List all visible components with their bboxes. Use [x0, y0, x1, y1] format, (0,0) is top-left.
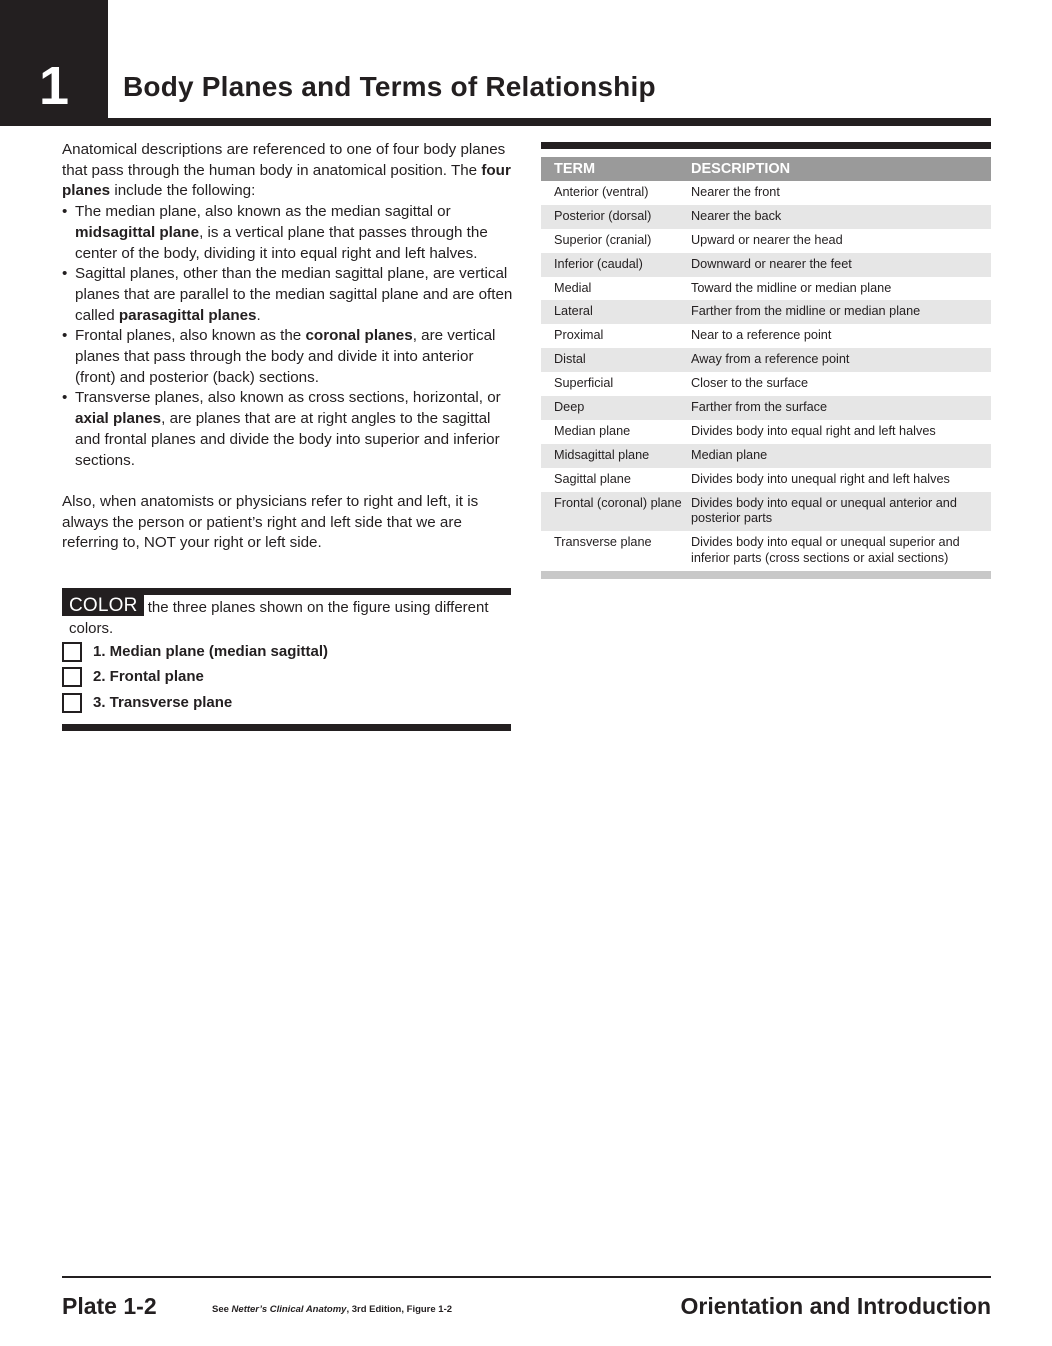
intro-text [62, 140, 514, 554]
reference-prefix: See [212, 1304, 232, 1315]
description-cell: Closer to the surface [691, 376, 809, 391]
table-row [541, 444, 991, 468]
column-header-description: DESCRIPTION [691, 161, 791, 177]
table-row [541, 300, 991, 324]
checklist-label: 2. Frontal plane [93, 668, 204, 686]
intro-paragraph [62, 140, 514, 202]
bullet-sagittal-planes [62, 264, 514, 326]
bullet-transverse-planes [62, 388, 514, 471]
table-row [541, 205, 991, 229]
table-row [541, 324, 991, 348]
term-cell: Transverse plane [554, 535, 652, 550]
description-cell: Divides body into unequal right and left halves [691, 471, 950, 486]
section-title: Orientation and Introduction [680, 1293, 991, 1319]
bullet-text: Frontal planes, also known as the [75, 327, 306, 345]
description-cell: Toward the midline or median plane [691, 280, 892, 295]
checklist-item-transverse-plane [62, 690, 511, 716]
intro-text-span: Anatomical descriptions are referenced to one of four body planes that pass through the human body in anatomical position. The [62, 141, 506, 179]
table-header-row [541, 157, 991, 181]
table-row [541, 181, 991, 205]
table-row [541, 468, 991, 492]
intro-bold-term: four planes [62, 161, 511, 200]
table-row [541, 372, 991, 396]
checklist-item-frontal-plane [62, 665, 511, 691]
right-left-paragraph: Also, when anatomists or physicians refer to right and left, it is always the person or patient’s right and left side that we are referring to, NOT your right or left side. [62, 492, 479, 552]
description-cell: Farther from the surface [691, 400, 828, 415]
description-cell: Downward or nearer the feet [691, 256, 852, 271]
term-cell: Sagittal plane [554, 471, 631, 486]
term-cell: Lateral [554, 304, 593, 319]
color-instruction [62, 595, 511, 618]
planes-bullet-list [62, 202, 514, 471]
intro-text-span: include the following: [110, 182, 256, 200]
bullet-bold-term: midsagittal plane [75, 223, 200, 241]
checkbox[interactable] [62, 693, 82, 713]
page-title: Body Planes and Terms of Relationship [123, 71, 656, 102]
checklist-label: 1. Median plane (median sagittal) [93, 642, 329, 660]
term-cell: Distal [554, 352, 586, 367]
description-cell: Divides body into equal or unequal superior and inferior parts (cross sections or axial sections) [691, 535, 960, 565]
color-instruction-text: the three planes shown on the figure using different [143, 599, 489, 616]
bullet-bold-term: coronal planes [305, 327, 413, 345]
term-cell: Frontal (coronal) plane [554, 495, 682, 510]
checklist-item-median-plane [62, 639, 511, 665]
term-cell: Superior (cranial) [554, 232, 652, 247]
term-cell: Deep [554, 400, 585, 415]
color-box-bottom-rule [62, 724, 511, 731]
figure-reference [212, 1304, 452, 1316]
paragraph-spacer [62, 471, 514, 492]
checklist-label: 3. Transverse plane [93, 693, 233, 711]
term-cell: Midsagittal plane [554, 447, 650, 462]
header-rule [108, 118, 991, 126]
bullet-text: Transverse planes, also known as cross sections, horizontal, or [75, 389, 501, 407]
reference-book-title: Netter’s Clinical Anatomy [231, 1304, 347, 1315]
term-cell: Superficial [554, 376, 614, 391]
checkbox[interactable] [62, 642, 82, 662]
table-bottom-rule [541, 571, 991, 579]
description-cell: Farther from the midline or median plane [691, 304, 921, 319]
bullet-median-plane [62, 202, 514, 264]
checkbox[interactable] [62, 667, 82, 687]
bullet-text: The median plane, also known as the median sagittal or [75, 203, 451, 221]
description-cell: Near to a reference point [691, 328, 832, 343]
table-top-rule [541, 142, 991, 149]
table-row [541, 277, 991, 301]
description-cell: Away from a reference point [691, 352, 850, 367]
color-activity-box [62, 588, 511, 731]
bullet-bold-term: parasagittal planes [118, 306, 257, 324]
description-cell: Median plane [691, 447, 768, 462]
term-cell: Median plane [554, 423, 631, 438]
bullet-frontal-planes [62, 326, 514, 388]
color-tag: COLOR [62, 595, 144, 616]
bullet-text: , is a vertical plane that passes through the center of the body, dividing it into equal right and left halves. [75, 223, 488, 262]
term-cell: Proximal [554, 328, 604, 343]
plate-number: Plate 1-2 [62, 1293, 157, 1319]
bullet-text: , are vertical planes that pass through the body and divide it into anterior (front) and posterior (back) sections. [75, 327, 496, 386]
table-row [541, 420, 991, 444]
description-cell: Divides body into equal right and left halves [691, 423, 936, 438]
description-cell: Upward or nearer the head [691, 232, 843, 247]
table-row [541, 229, 991, 253]
column-header-term: TERM [554, 161, 596, 177]
color-instruction-continued: colors. [69, 620, 114, 637]
reference-suffix: , 3rd Edition, Figure 1-2 [346, 1304, 453, 1315]
table-row [541, 492, 991, 532]
footer-rule [62, 1276, 991, 1278]
term-cell: Posterior (dorsal) [554, 208, 652, 223]
color-box-top-rule [62, 588, 511, 595]
bullet-text: , are planes that are at right angles to the sagittal and frontal planes and divide the body into superior and inferior sections. [75, 410, 500, 469]
description-cell: Divides body into equal or unequal anterior and posterior parts [691, 495, 957, 526]
table-row [541, 348, 991, 372]
table-row [541, 531, 991, 571]
description-cell: Nearer the back [691, 208, 782, 223]
bullet-text: Sagittal planes, other than the median sagittal plane, are vertical planes that are parallel to the median sagittal plane and are often called [75, 265, 513, 324]
bullet-text: . [256, 306, 261, 324]
bullet-bold-term: axial planes [75, 410, 162, 428]
term-cell: Medial [554, 280, 592, 295]
term-cell: Anterior (ventral) [554, 185, 649, 199]
terms-table [541, 142, 991, 579]
chapter-number: 1 [38, 56, 70, 116]
table-row [541, 396, 991, 420]
table-row [541, 253, 991, 277]
term-cell: Inferior (caudal) [554, 256, 643, 271]
description-cell: Nearer the front [691, 185, 780, 199]
